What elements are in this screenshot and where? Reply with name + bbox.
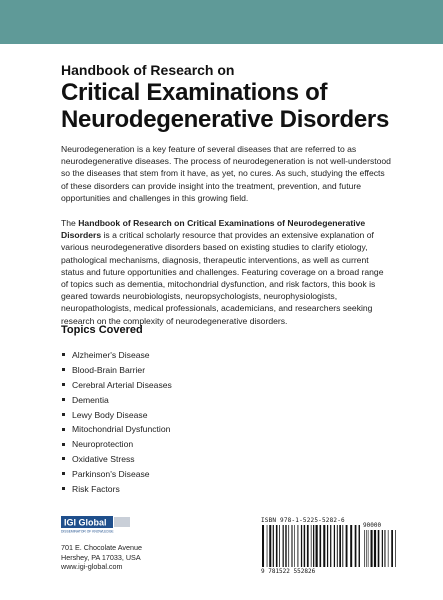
- barcode-bar: [384, 530, 385, 567]
- description-book-title: Handbook of Research on Critical Examinations of Neurodegenerative Disorders: [61, 218, 366, 241]
- bullet-icon: [62, 353, 65, 356]
- logo-text: IGI Global: [64, 517, 107, 528]
- barcode-bar: [382, 530, 383, 567]
- barcode-bar: [276, 525, 278, 567]
- description-rest: is a critical scholarly resource that provides an extensive explanation of various neurodegenerative disorders based on existing studies to clarify etiology, pathological mechanisms, diagnosis, therapeutic interventions, as well as current status and future opportunities and challenges. Featuring coverage on a broad range of topics such as dementia, mitochondrial dysfunction, and risk factors, this book is geared towards neurobiologists, neuropsychologists, neurophysiologists, neuropathologists, medical professionals, academicians, and researchers seeking research on the complexity of neurodegenerative disorders.: [61, 230, 384, 326]
- topic-label: Mitochondrial Dysfunction: [72, 424, 171, 435]
- barcode-bar: [316, 525, 318, 567]
- barcode-bar: [330, 525, 331, 567]
- top-color-band: [0, 0, 443, 44]
- barcode-bar: [267, 525, 268, 567]
- topic-item: [61, 408, 172, 423]
- barcode-bar: [291, 525, 292, 567]
- barcode-bar: [327, 525, 328, 567]
- topic-item: [61, 422, 172, 437]
- barcode-bar: [307, 525, 309, 567]
- topic-label: Lewy Body Disease: [72, 409, 148, 420]
- bullet-icon: [62, 383, 65, 386]
- barcode-bar: [374, 530, 376, 567]
- topic-label: Neuroprotection: [72, 439, 134, 450]
- barcode-bar: [334, 525, 335, 567]
- address-line: Hershey, PA 17033, USA: [61, 552, 141, 562]
- topic-label: Blood-Brain Barrier: [72, 364, 146, 375]
- publisher-address: [61, 543, 142, 572]
- barcode-bar: [313, 525, 314, 567]
- topic-label: Dementia: [72, 394, 109, 405]
- bullet-icon: [62, 398, 65, 401]
- barcode-bar: [378, 530, 380, 567]
- barcode-bar: [262, 525, 264, 567]
- topic-item: [61, 393, 172, 408]
- barcode-bar: [301, 525, 302, 567]
- ean-number: 9 781522 552826: [261, 568, 316, 575]
- topic-label: Cerebral Arterial Diseases: [72, 379, 172, 390]
- barcode-bar: [294, 525, 295, 567]
- barcode-bar: [366, 530, 367, 567]
- book-title: [61, 79, 421, 133]
- barcode-bar: [288, 525, 289, 567]
- bullet-icon: [62, 443, 65, 446]
- barcode-bar: [350, 525, 352, 567]
- barcode-bar: [391, 530, 393, 567]
- barcode-bar: [323, 525, 325, 567]
- barcode-bar: [359, 525, 360, 567]
- barcode-bar: [395, 530, 396, 567]
- barcode-bar: [285, 525, 286, 567]
- isbn-label: ISBN 978-1-5225-5282-6: [261, 517, 345, 524]
- topic-item: [61, 482, 172, 497]
- barcode-bar: [342, 525, 343, 567]
- barcode-bar: [273, 525, 274, 567]
- book-title-line: Neurodegenerative Disorders: [61, 106, 390, 133]
- barcode-bar: [371, 530, 373, 567]
- barcode-bar: [269, 525, 271, 567]
- topics-heading: Topics Covered: [61, 324, 143, 336]
- topic-label: Oxidative Stress: [72, 454, 135, 465]
- barcode-bar: [279, 525, 280, 567]
- barcode-bar: [364, 530, 365, 567]
- bullet-icon: [62, 487, 65, 490]
- book-subtitle: Handbook of Research on: [61, 62, 235, 78]
- topic-label: Parkinson's Disease: [72, 469, 150, 480]
- barcode-bar: [297, 525, 298, 567]
- barcode-bar: [368, 530, 369, 567]
- bullet-icon: [62, 472, 65, 475]
- topic-item: [61, 467, 172, 482]
- logo-side-box: [114, 517, 130, 527]
- topics-list: [61, 348, 172, 497]
- logo-tagline: DISSEMINATOR OF KNOWLEDGE: [61, 529, 114, 534]
- topic-item: [61, 348, 172, 363]
- addon-barcode: [364, 530, 396, 567]
- intro-paragraph: Neurodegeneration is a key feature of several diseases that are referred to as neurodegenerative diseases. The process of neurodegeneration is not well-understood so the diseases that stem from it have, as yet, no cures. As such, studying the effects of these disorders can provide insight into the treatment, prevention, and future opportunities and challenges in this growing field.: [61, 144, 391, 203]
- topic-item: [61, 452, 172, 467]
- bullet-icon: [62, 428, 65, 431]
- barcode-bar: [311, 525, 312, 567]
- barcode-bar: [337, 525, 338, 567]
- description-paragraph: [61, 217, 391, 327]
- topic-label: Alzheimer's Disease: [72, 350, 150, 360]
- address-line: www.igi-global.com: [61, 562, 123, 572]
- bullet-icon: [62, 457, 65, 460]
- topic-item: [61, 363, 172, 378]
- topic-label: Risk Factors: [72, 484, 120, 495]
- barcode-bar: [283, 525, 284, 567]
- topic-item: [61, 437, 172, 452]
- description-lead: The: [61, 218, 79, 228]
- barcode-bar: [388, 530, 389, 567]
- publisher-logo: [61, 516, 131, 534]
- barcode-bar: [320, 525, 322, 567]
- address-line: 701 E. Chocolate Avenue: [61, 543, 142, 552]
- isbn-barcode: [262, 525, 362, 567]
- barcode-bar: [346, 525, 348, 567]
- topic-item: [61, 378, 172, 393]
- barcode-bar: [304, 525, 305, 567]
- barcode-bar: [339, 525, 341, 567]
- bullet-icon: [62, 413, 65, 416]
- barcode-addon-number: 90000: [363, 522, 382, 529]
- bullet-icon: [62, 368, 65, 371]
- book-title-line: Critical Examinations of: [61, 79, 328, 106]
- barcode-bar: [355, 525, 357, 567]
